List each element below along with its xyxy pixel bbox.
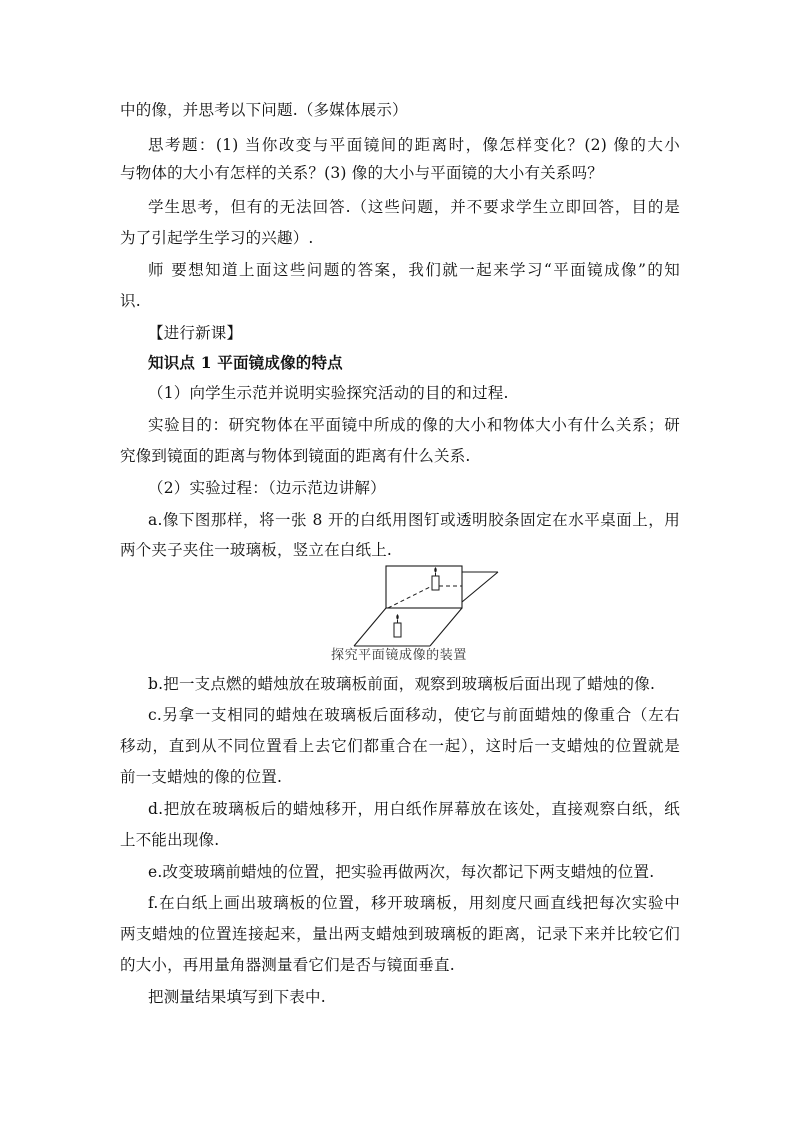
paragraph-line: 的大小，再用量角器测量看它们是否与镜面垂直. <box>120 956 455 974</box>
candle-flame <box>396 614 399 620</box>
paragraph-line: 为了引起学生学习的兴趣）. <box>120 229 314 247</box>
paragraph-line: 前一支蜡烛的像的位置. <box>120 768 283 786</box>
paragraph-line: f.在白纸上画出玻璃板的位置，移开玻璃板，用刻度尺画直线把每次实验中 <box>148 894 680 912</box>
paragraph-line: 究像到镜面的距离与物体到镜面的距离有什么关系. <box>120 447 471 465</box>
candle-behind-glass <box>432 576 439 590</box>
paragraph-line: 师 要想知道上面这些问题的答案，我们就一起来学习“平面镜成像”的知 <box>148 261 680 279</box>
paragraph-line: 学生思考，但有的无法回答.（这些问题，并不要求学生立即回答，目的是 <box>148 198 680 216</box>
paragraph-line: （1）向学生示范并说明实验探究活动的目的和过程. <box>148 384 509 402</box>
paper-edge-front-right <box>430 608 462 646</box>
paragraph-line: e.改变玻璃前蜡烛的位置，把实验再做两次，每次都记下两支蜡烛的位置. <box>148 863 655 881</box>
paragraph-line: d.把放在玻璃板后的蜡烛移开，用白纸作屏幕放在该处，直接观察白纸，纸 <box>148 800 680 818</box>
paragraph-line: 与物体的大小有怎样的关系？(3) 像的大小与平面镜的大小有关系吗？ <box>120 164 603 182</box>
paragraph-line: 思考题：(1) 当你改变与平面镜间的距离时，像怎样变化？(2) 像的大小 <box>148 136 680 154</box>
paper-edge-back-diagonal <box>462 572 498 602</box>
paragraph-line: c.另拿一支相同的蜡烛在玻璃板后面移动，使它与前面蜡烛的像重合（左右 <box>148 706 680 724</box>
paragraph-line: b.把一支点燃的蜡烛放在玻璃板前面，观察到玻璃板后面出现了蜡烛的像. <box>148 675 656 693</box>
paragraph-line: 中的像，并思考以下问题.（多媒体展示） <box>120 101 408 119</box>
paragraph-line: 上不能出现像. <box>120 831 220 849</box>
glass-plate <box>386 566 462 608</box>
paragraph-line: 两个夹子夹住一玻璃板，竖立在白纸上. <box>120 541 393 559</box>
paragraph-line: a.像下图那样，将一张 8 开的白纸用图钉或透明胶条固定在水平桌面上，用 <box>148 511 680 529</box>
paragraph-line: 把测量结果填写到下表中. <box>148 988 326 1006</box>
figure-caption: 探究平面镜成像的装置 <box>330 648 467 663</box>
candle-in-front <box>394 623 401 637</box>
section-heading: 【进行新课】 <box>148 324 243 342</box>
glass-base-hidden-line <box>388 586 432 608</box>
paragraph-line: 两支蜡烛的位置连接起来，量出两支蜡烛到玻璃板的距离，记录下来并比较它们 <box>120 925 680 943</box>
candle-flame <box>434 567 437 573</box>
paragraph-line: 识. <box>120 292 141 310</box>
paragraph-line: 实验目的：研究物体在平面镜中所成的像的大小和物体大小有什么关系；研 <box>148 416 680 434</box>
paragraph-line: （2）实验过程：（边示范边讲解） <box>148 479 386 497</box>
paragraph-line: 移动，直到从不同位置看上去它们都重合在一起），这时后一支蜡烛的位置就是 <box>120 737 680 755</box>
paper-edge-front-left <box>354 608 386 646</box>
knowledge-point-heading: 知识点 1 平面镜成像的特点 <box>148 353 343 372</box>
